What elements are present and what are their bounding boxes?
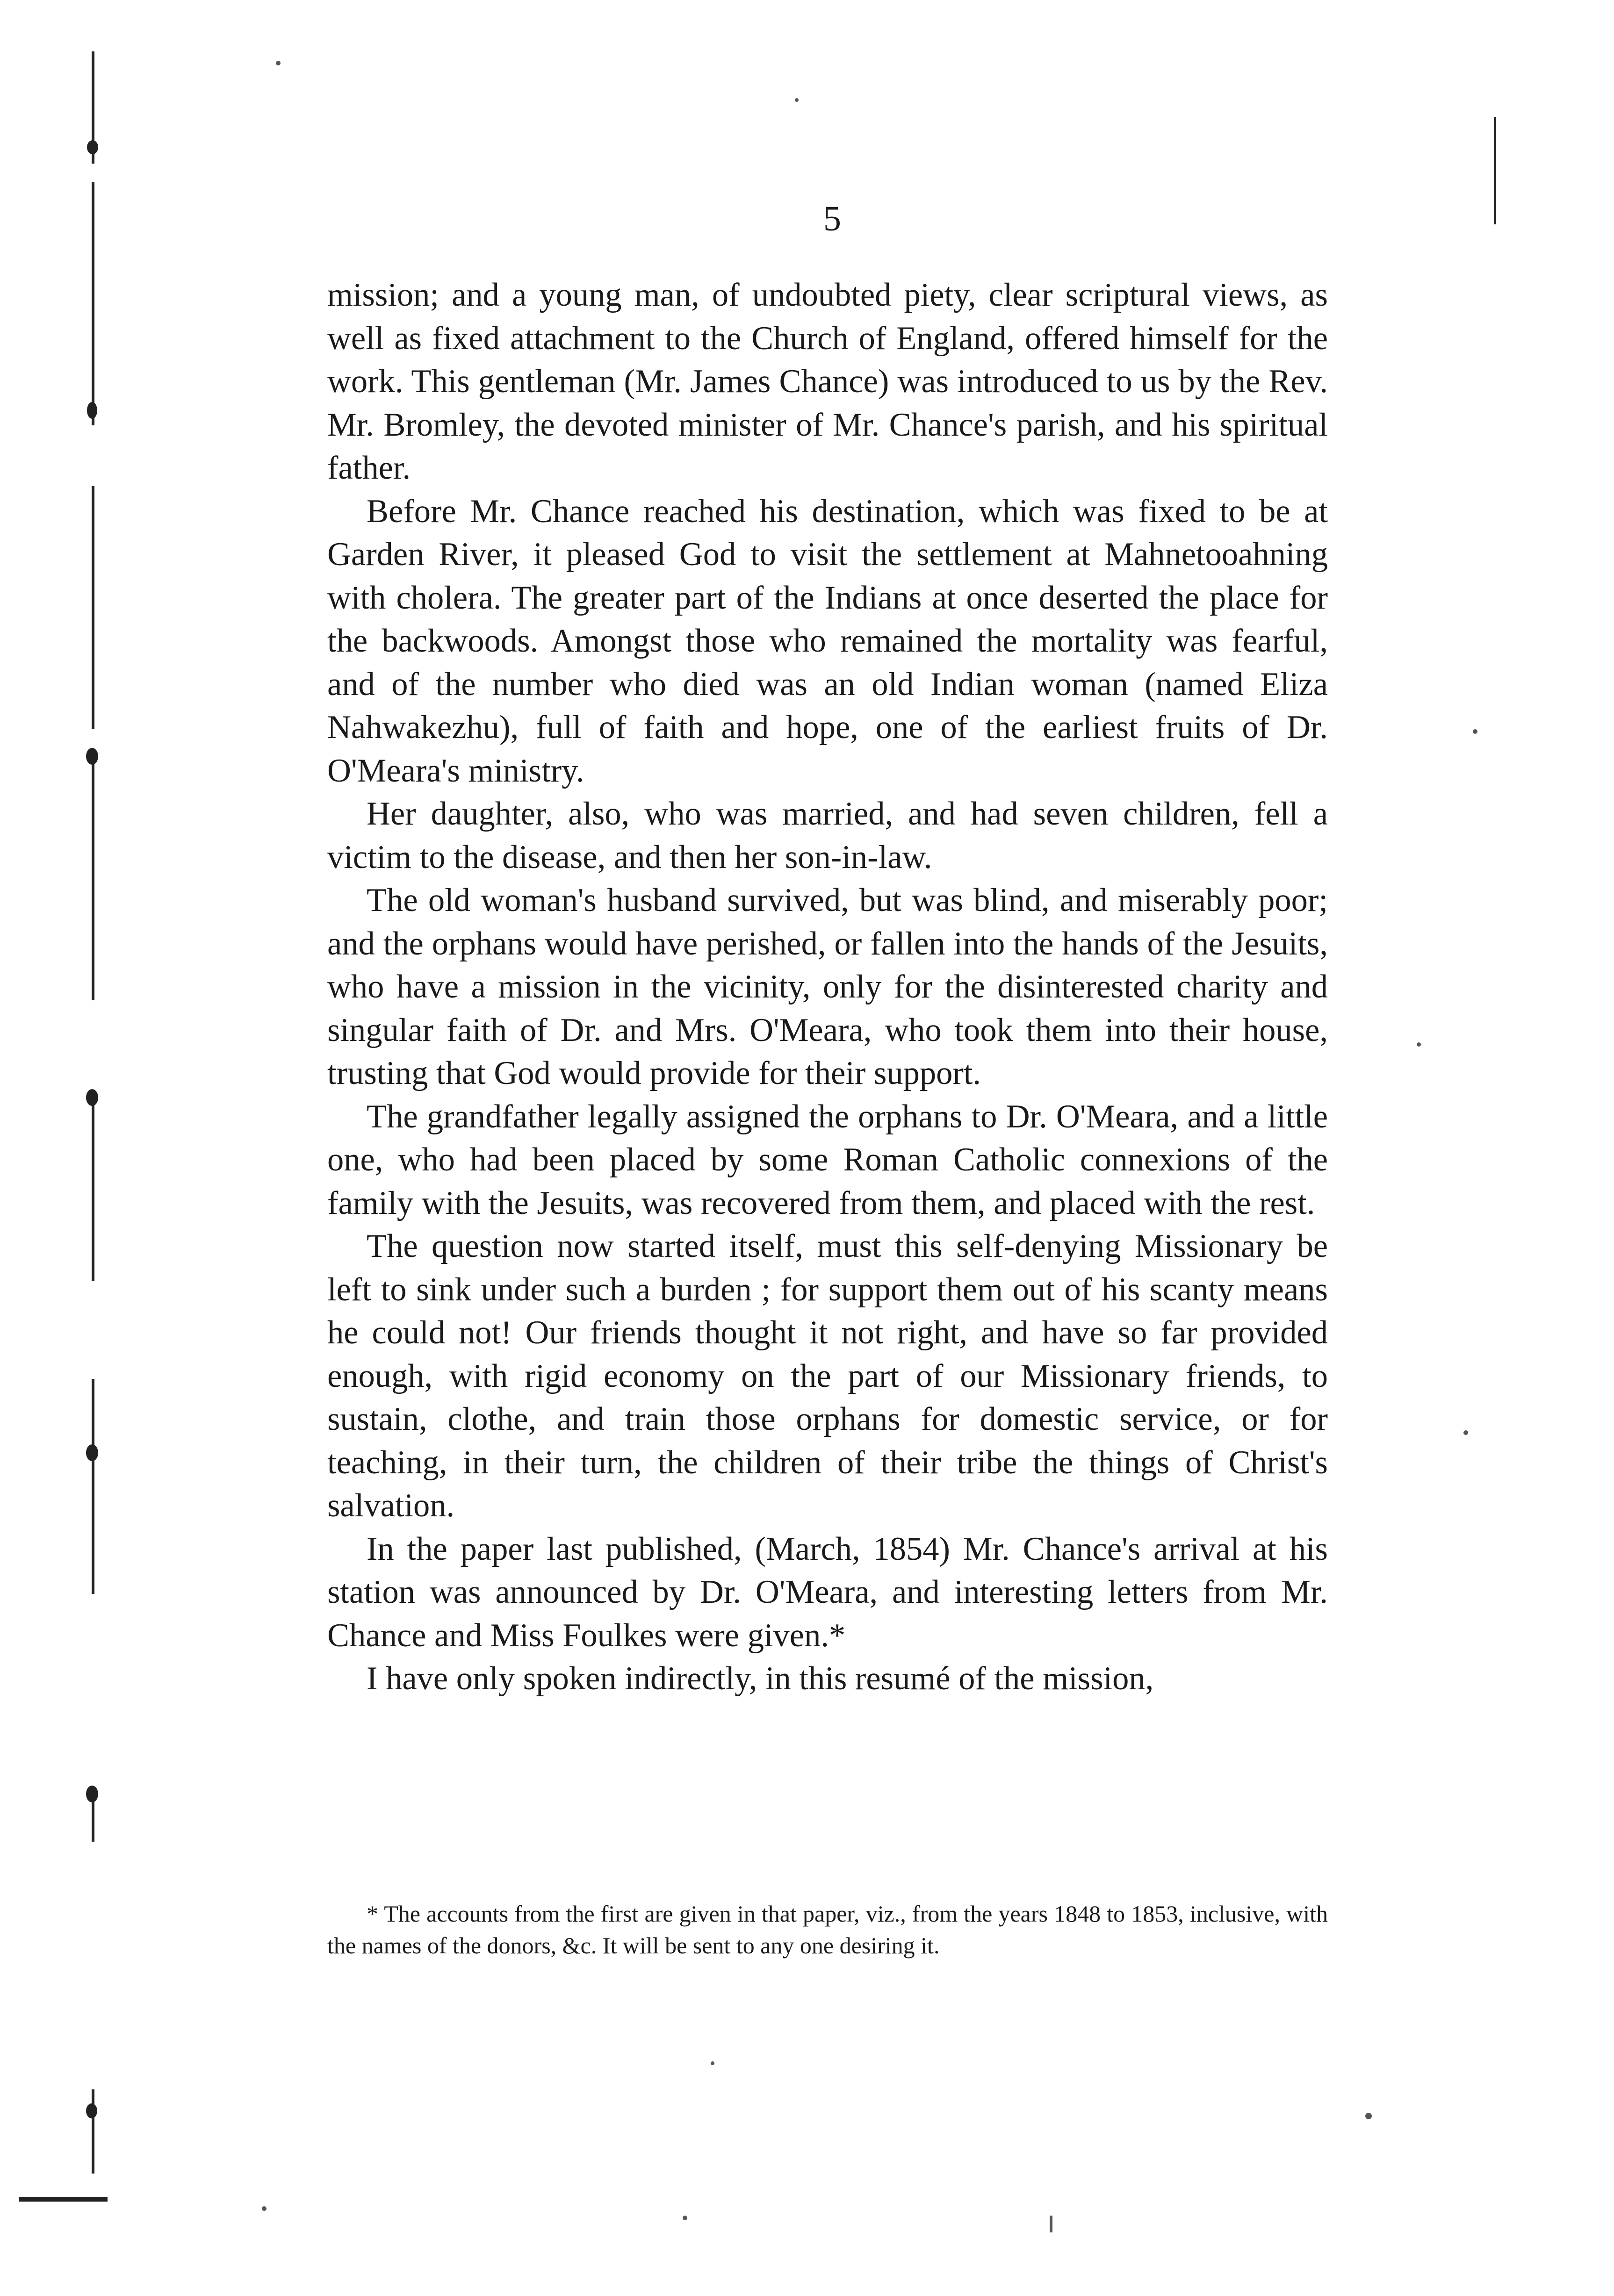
scan-speck [711, 2061, 714, 2065]
paragraph: mission; and a young man, of undoubted piety, clear scriptural views, as well as fixed attachment to the Church of England, offered himself for the work. This gentleman (Mr. James Chance) was introduced to us by the Rev. Mr. Bromley, the devoted minister of Mr. Chance's parish, and his spiritual father. [327, 277, 1328, 486]
paragraph: I have only spoken indirectly, in this resumé of the mission, [367, 1660, 1154, 1697]
scan-speck [1050, 2216, 1052, 2232]
scan-edge-mark [87, 402, 97, 419]
paragraph: The question now started itself, must this self-denying Missionary be left to sink under such a burden ; for support them out of his scanty means he could not! Our friends thought it not right, and have so far provided enough, with rigid economy on the part of our Missionary friends, to sustain, clothe, and train those orphans for domestic service, or for teaching, in their turn, the children of their tribe the things of Christ's salvation. [327, 1228, 1328, 1524]
scan-speck [1463, 1430, 1468, 1435]
scan-edge-mark [87, 140, 98, 154]
scan-edge-line [92, 757, 94, 1000]
scan-edge-line [92, 1094, 94, 1281]
paragraph: Before Mr. Chance reached his destination, which was fixed to be at Garden River, it pleased God to visit the settlement at Mahnetooahning with cholera. The greater part of the Indians at once deserted the place for the backwoods. Amongst those who remained the mortality was fearful, and of the number who died was an old Indian woman (named Eliza Nahwakezhu), full of faith and hope, one of the earliest fruits of Dr. O'Meara's ministry. [327, 493, 1328, 789]
paragraph: In the paper last published, (March, 1854) Mr. Chance's arrival at his station was announced by Dr. O'Meara, and interesting letters from Mr. Chance and Miss Foulkes were given.* [327, 1530, 1328, 1654]
body-text [327, 273, 1328, 1700]
scan-edge-line [92, 1379, 94, 1594]
scan-edge-line [92, 2089, 94, 2174]
paragraph: The grandfather legally assigned the orphans to Dr. O'Meara, and a little one, who had been placed by some Roman Catholic connexions of the family with the Jesuits, was recovered from them, and placed with the rest. [327, 1098, 1328, 1221]
scan-speck [262, 2206, 267, 2211]
scan-edge-mark [86, 1444, 98, 1461]
scan-edge-line [92, 182, 94, 425]
scan-edge-line [1494, 117, 1496, 224]
scan-speck [795, 98, 799, 102]
paragraph: The old woman's husband survived, but was blind, and miserably poor; and the orphans would have perished, or fallen into the hands of the Jesuits, who have a mission in the vicinity, only for the disinterested charity and singular faith of Dr. and Mrs. O'Meara, who took them into their house, trusting that God would provide for their support. [327, 882, 1328, 1091]
scan-edge-line [92, 486, 94, 729]
page-number: 5 [823, 199, 841, 238]
scan-speck [276, 61, 281, 65]
scan-edge-line [19, 2197, 108, 2202]
scan-edge-line [92, 1790, 94, 1842]
scan-speck [1417, 1042, 1421, 1047]
scan-speck [1365, 2113, 1372, 2119]
scan-speck [1473, 729, 1477, 734]
footnote: * The accounts from the first are given in that paper, viz., from the years 1848 to 1853, inclusive, with the names of the donors, &c. It will be sent to any one desiring it. [327, 1901, 1328, 1959]
paragraph: Her daughter, also, who was married, and had seven children, fell a victim to the disease, and then her son-in-law. [327, 796, 1328, 875]
scan-speck [683, 2216, 687, 2220]
